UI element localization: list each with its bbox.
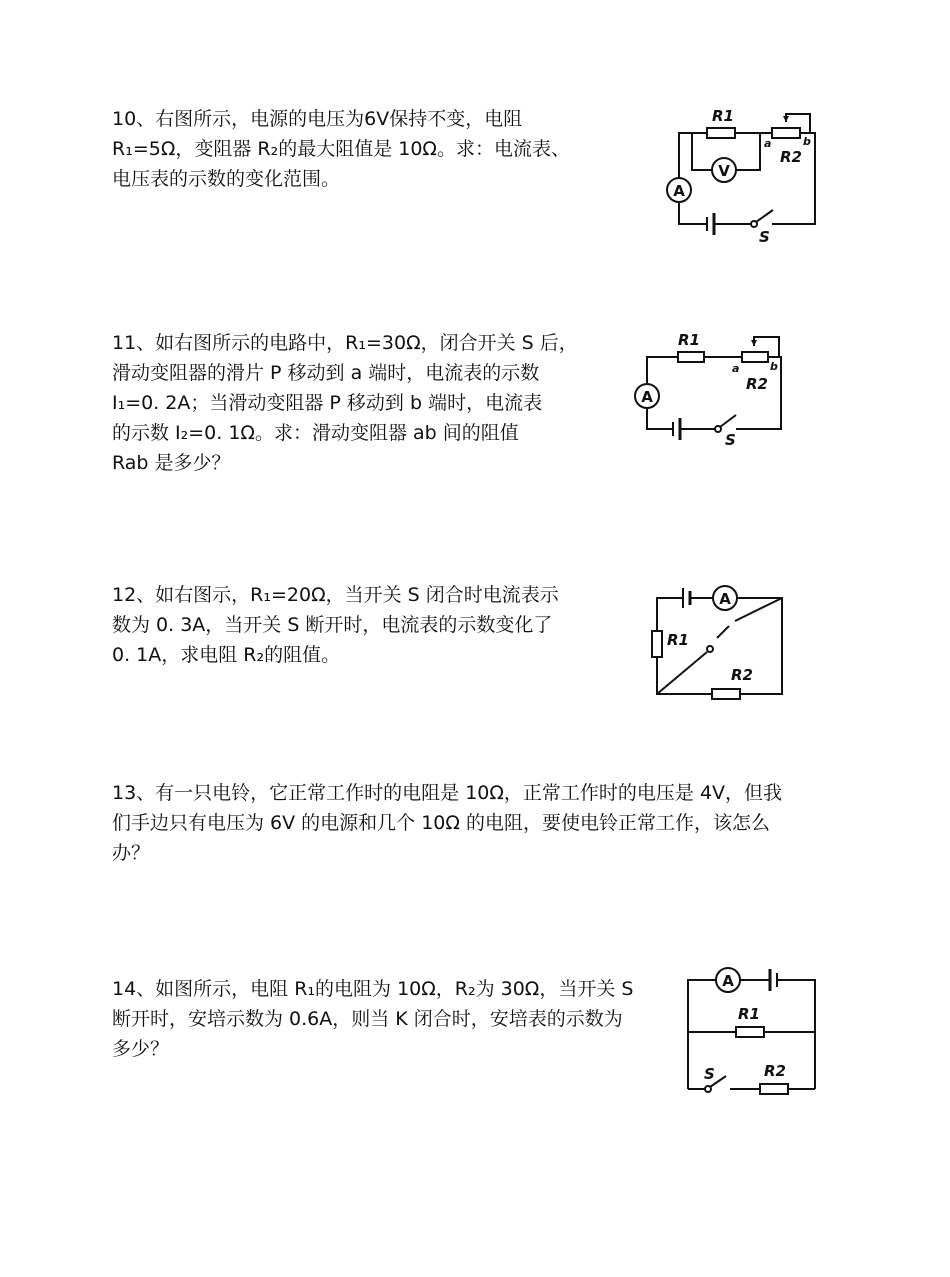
ammeter-label: A [722,972,734,990]
problem-12-line-1: 12、如右图示，R₁=20Ω，当开关 S 闭合时电流表示 [112,584,559,606]
problem-14-line-2: 断开时，安培示数为 0.6A，则当 K 闭合时，安培表的示数为 [112,1008,623,1030]
problem-13 [112,778,782,868]
problem-10-line-3: 电压表的示数的变化范围。 [112,168,341,190]
problem-11 [112,328,578,478]
r2-label: R2 [764,1062,786,1080]
circuit-diagram-12 [645,582,795,702]
problem-11-line-4: 的示数 I₂=0. 1Ω。求：滑动变阻器 ab 间的阻值 [112,422,519,444]
r1-label: R1 [712,107,734,125]
circuit-diagram-11 [628,325,793,455]
ammeter-label: A [719,590,731,608]
problem-13-line-3: 办？ [112,842,151,864]
terminal-b-label: b [803,135,811,148]
switch-label: S [759,228,770,246]
ammeter-label: A [641,388,653,406]
problem-11-line-3: I₁=0. 2A；当滑动变阻器 P 移动到 b 端时，电流表 [112,392,543,414]
problem-14 [112,974,633,1064]
problem-11-line-1: 11、如右图所示的电路中，R₁=30Ω，闭合开关 S 后， [112,332,578,354]
ammeter-label: A [673,182,685,200]
problem-14-line-1: 14、如图所示，电阻 R₁的电阻为 10Ω，R₂为 30Ω，当开关 S [112,978,634,1000]
problem-11-line-5: Rab 是多少？ [112,452,231,474]
r1-label: R1 [678,331,700,349]
problem-10-line-2: R₁=5Ω，变阻器 R₂的最大阻值是 10Ω。求：电流表、 [112,138,570,160]
voltmeter-label: V [718,162,730,180]
resistor-r2 [760,1084,788,1094]
r2-label: R2 [731,666,753,684]
rheostat-r2 [742,352,768,362]
problem-10-line-1: 10、右图所示，电源的电压为6V保持不变，电阻 [112,108,523,130]
circuit-diagram-14 [680,962,830,1102]
problem-12 [112,580,559,670]
r1-label: R1 [738,1005,760,1023]
switch-label: S [725,431,736,449]
problem-13-line-1: 13、有一只电铃，它正常工作时的电阻是 10Ω，正常工作时的电压是 4V，但我 [112,782,783,804]
problem-12-line-3: 0. 1A，求电阻 R₂的阻值。 [112,644,341,666]
resistor-r1 [707,128,735,138]
problem-12-line-2: 数为 0. 3A，当开关 S 断开时，电流表的示数变化了 [112,614,553,636]
problem-13-line-2: 们手边只有电压为 6V 的电源和几个 10Ω 的电阻，要使电铃正常工作，该怎么 [112,812,770,834]
circuit-diagram-10 [660,100,830,250]
rheostat-r2 [772,128,800,138]
terminal-a-label: a [764,137,772,150]
terminal-b-label: b [770,360,778,373]
r1-label: R1 [667,631,689,649]
problem-14-line-3: 多少？ [112,1038,170,1060]
resistor-r1 [736,1027,764,1037]
switch-contact [707,646,713,652]
switch-label: S [704,1065,715,1083]
r2-label: R2 [780,148,802,166]
problem-10 [112,104,570,194]
resistor-r1 [652,631,662,657]
resistor-r2 [712,689,740,699]
resistor-r1 [678,352,704,362]
problem-11-line-2: 滑动变阻器的滑片 P 移动到 a 端时，电流表的示数 [112,362,540,384]
terminal-a-label: a [732,362,740,375]
r2-label: R2 [746,375,768,393]
